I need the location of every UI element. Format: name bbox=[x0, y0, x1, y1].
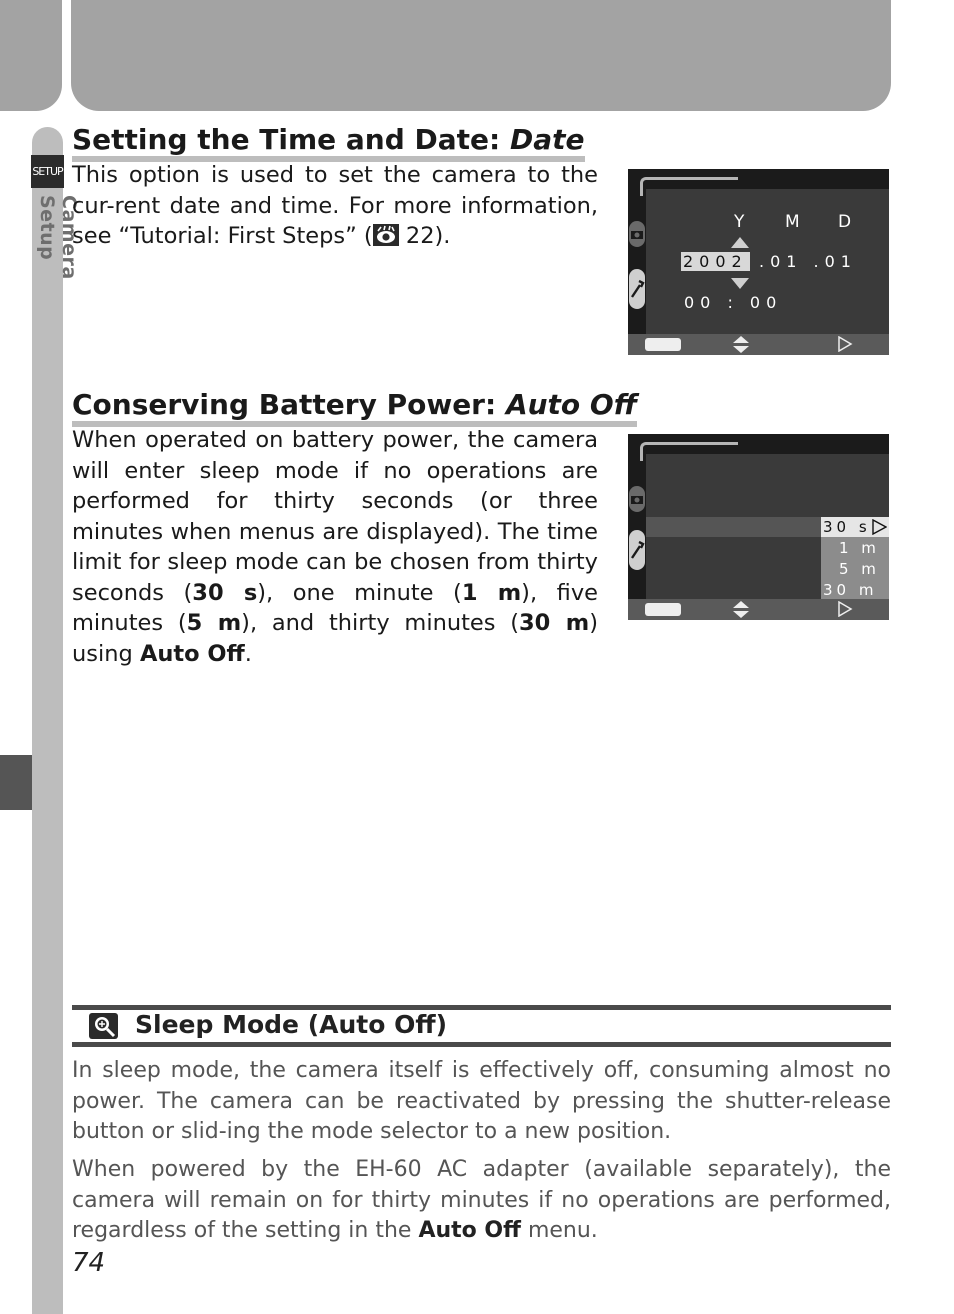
setup-wrench-icon bbox=[628, 530, 646, 570]
decrement-arrow-icon bbox=[731, 278, 749, 289]
note-bottom-rule bbox=[72, 1042, 891, 1047]
option-1m[interactable]: 1 m bbox=[839, 539, 880, 557]
option-30m[interactable]: 30 m bbox=[823, 581, 878, 599]
header-band bbox=[71, 0, 891, 111]
menu-button-icon bbox=[645, 338, 681, 351]
year-field[interactable]: 2002 bbox=[683, 252, 748, 271]
note-paragraph-1: In sleep mode, the camera itself is effectively off, consuming almost no power. The camera can be reactivated by pressing the shutter-release button or slid-ing the mode selector to a new position. bbox=[72, 1058, 891, 1144]
menu-button-icon bbox=[645, 603, 681, 616]
heading-auto-off: Conserving Battery Power: Auto Off bbox=[72, 389, 637, 427]
day-column-label: D bbox=[838, 212, 858, 232]
up-down-icon bbox=[732, 336, 750, 353]
option-30s[interactable]: 30 s bbox=[823, 518, 871, 536]
tutorial-ref-icon bbox=[373, 224, 399, 255]
note-title: Sleep Mode (Auto Off) bbox=[135, 1010, 448, 1039]
paragraph-auto-off: When operated on battery power, the camera will enter sleep mode if no operations are performed for thirty seconds (or three minutes when menus are displayed). The time limit for sleep mode can be chosen from thirty seconds (30 s), one minute (1 m), five minutes (5 m), and thirty minutes (30 m) using Auto Off. bbox=[72, 427, 599, 667]
top-left-tab bbox=[0, 0, 62, 111]
auto-off-lcd-screen bbox=[628, 434, 889, 620]
lcd-tab-outline bbox=[640, 177, 738, 196]
page-number: 74 bbox=[72, 1248, 106, 1278]
time-field[interactable]: 00 : 00 bbox=[684, 293, 783, 312]
year-column-label: Y bbox=[734, 212, 751, 232]
month-day-field[interactable]: .01 .01 bbox=[759, 252, 857, 271]
option-arrow-icon bbox=[872, 519, 887, 535]
right-arrow-icon bbox=[837, 601, 853, 617]
right-arrow-icon bbox=[837, 336, 853, 352]
setup-wrench-icon bbox=[628, 269, 646, 309]
highlighted-row bbox=[646, 517, 821, 537]
note-paragraph-2: When powered by the EH-60 AC adapter (available separately), the camera will remain on for thirty minutes if no operations are performed, regardless of the setting in the Auto Off menu. bbox=[72, 1157, 891, 1243]
magnifier-note-icon bbox=[89, 1013, 118, 1039]
camera-mode-icon bbox=[628, 221, 646, 247]
paragraph-date: This option is used to set the camera to the cur-rent date and time. For more information, see “Tutorial: First Steps” ( 22). bbox=[72, 160, 598, 255]
month-column-label: M bbox=[785, 212, 806, 232]
increment-arrow-icon bbox=[731, 237, 749, 248]
chapter-marker bbox=[0, 755, 32, 810]
camera-mode-icon bbox=[628, 486, 646, 512]
date-lcd-screen bbox=[628, 169, 889, 355]
setup-icon: SETUP bbox=[31, 155, 64, 188]
section-side-label: Camera Setup bbox=[36, 195, 80, 280]
heading-date: Setting the Time and Date: Date bbox=[72, 124, 585, 162]
up-down-icon bbox=[732, 601, 750, 618]
option-5m[interactable]: 5 m bbox=[839, 560, 880, 578]
lcd-tab-outline bbox=[640, 442, 738, 461]
